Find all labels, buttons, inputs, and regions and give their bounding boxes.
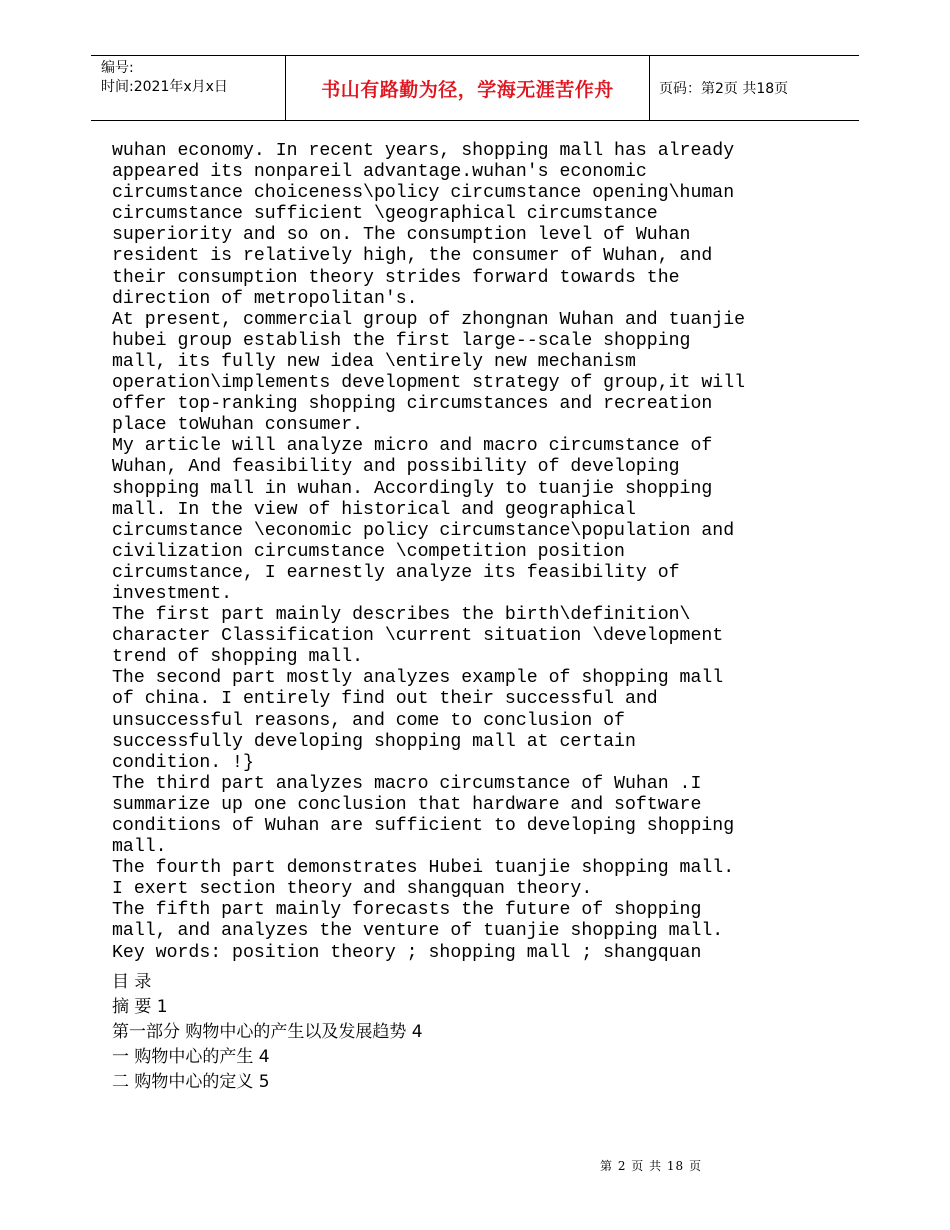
toc-item: 第一部分 购物中心的产生以及发展趋势 4 [112,1022,423,1042]
body-line: My article will analyze micro and macro circumstance of [112,436,713,457]
body-line: The fifth part mainly forecasts the future of shopping [112,900,702,921]
body-line: place toWuhan consumer. [112,415,364,436]
body-line: mall, and analyzes the venture of tuanjie shopping mall. [112,921,724,942]
body-line: circumstance choiceness\policy circumstance opening\human [112,183,735,204]
header-page-code: 页码：第2页 共18页 [659,81,789,97]
body-text [112,141,852,964]
body-line: operation\implements development strategy of group,it will [112,373,746,394]
body-line: direction of metropolitan's. [112,288,418,309]
serial-label: 编号: [101,60,134,76]
body-line: The second part mostly analyzes example of shopping mall [112,668,724,689]
body-line: civilization circumstance \competition position [112,541,625,562]
body-line: wuhan economy. In recent years, shopping mall has already [112,141,735,161]
toc-title: 目 录 [112,972,152,992]
toc-item: 一 购物中心的产生 4 [112,1047,270,1067]
body-line: mall, its fully new idea \entirely new mechanism [112,351,636,372]
body-line: circumstance, I earnestly analyze its feasibility of [112,562,680,583]
body-line: condition. !} [112,752,254,773]
body-line: summarize up one conclusion that hardware and software [112,794,702,815]
body-line: mall. [112,837,167,858]
body-line: circumstance sufficient \geographical circumstance [112,204,658,225]
body-line: The fourth part demonstrates Hubei tuanjie shopping mall. [112,858,735,879]
body-line: unsuccessful reasons, and come to conclusion of [112,710,625,731]
body-line: trend of shopping mall. [112,647,364,668]
body-line: character Classification \current situation \development [112,626,724,647]
body-line: mall. In the view of historical and geographical [112,499,636,520]
body-line: hubei group establish the first large--scale shopping [112,330,691,351]
header-meta [91,56,286,120]
body-line: The first part mainly describes the birth\definition\ [112,605,691,626]
body-line: Key words: position theory ; shopping mall ; shangquan [112,942,702,963]
page-footer: 第 2 页 共 18 页 [600,1159,702,1173]
body-line: conditions of Wuhan are sufficient to developing shopping [112,816,735,836]
body-line: superiority and so on. The consumption level of Wuhan [112,225,691,246]
body-line: offer top-ranking shopping circumstances and recreation [112,394,713,415]
table-of-contents [112,970,712,1095]
body-line: At present, commercial group of zhongnan Wuhan and tuanjie [112,309,746,330]
body-line: appeared its nonpareil advantage.wuhan's economic [112,162,647,183]
toc-item: 二 购物中心的定义 5 [112,1072,270,1092]
body-line: shopping mall in wuhan. Accordingly to tuanjie shopping [112,478,713,499]
body-line: successfully developing shopping mall at certain [112,731,636,752]
page-header [91,55,859,121]
toc-item: 摘 要 1 [112,997,168,1017]
body-line: their consumption theory strides forward towards the [112,267,680,288]
body-line: The third part analyzes macro circumstance of Wuhan .I [112,773,702,794]
time-label: 时间:2021年x月x日 [101,79,228,95]
body-line: investment. [112,583,233,604]
header-motto: 书山有路勤为径，学海无涯苦作舟 [286,56,650,120]
body-line: circumstance \economic policy circumstance\population and [112,520,735,541]
body-line: I exert section theory and shangquan theory. [112,879,593,900]
body-line: resident is relatively high, the consumer of Wuhan, and [112,246,713,267]
body-line: of china. I entirely find out their successful and [112,689,658,710]
body-line: Wuhan, And feasibility and possibility of developing [112,457,680,478]
